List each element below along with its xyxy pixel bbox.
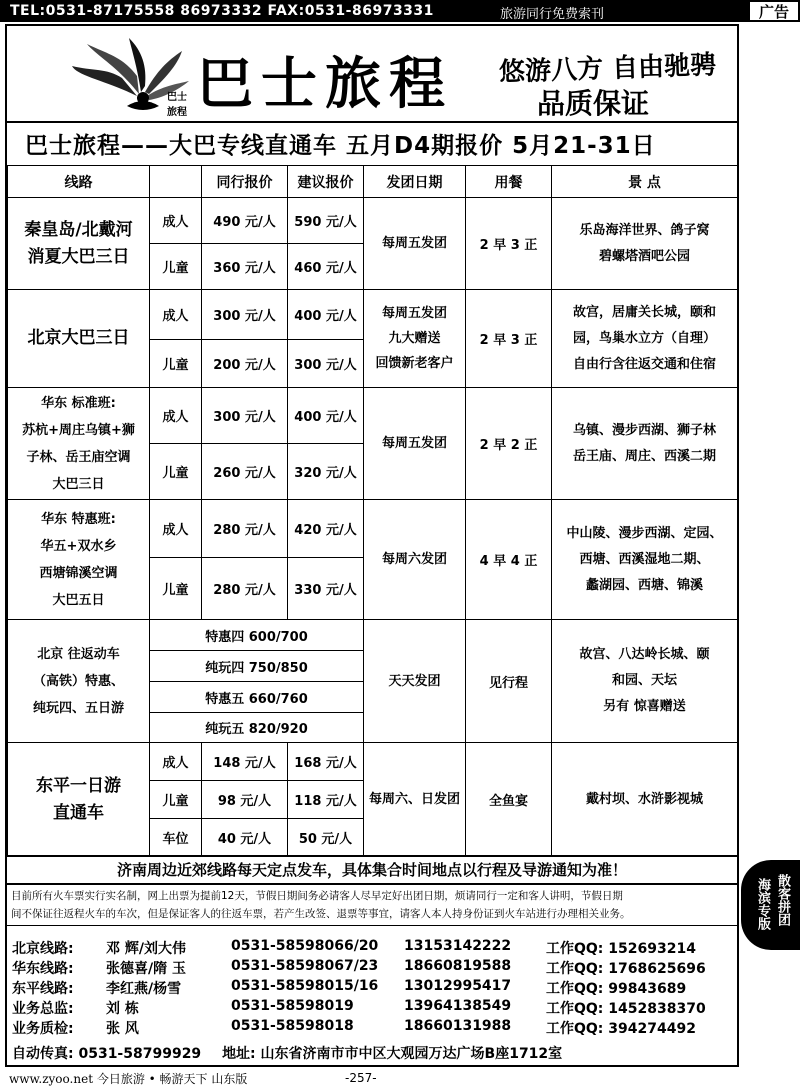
contact-name: 张德喜/隋 玉 [106, 961, 186, 977]
table-row [8, 620, 738, 651]
side-tab [741, 860, 800, 950]
peer-price: 360 元/人 [202, 244, 288, 290]
suggest-price: 420 元/人 [288, 500, 364, 558]
contact-row [12, 998, 737, 1018]
contact-row [12, 938, 737, 958]
contact-name: 李红燕/杨雪 [106, 981, 182, 997]
passenger-type: 成人 [150, 198, 202, 244]
route-name: 北京 往返动车 （高铁）特惠、 纯玩四、五日游 [8, 620, 150, 743]
package-price: 纯玩四 750/850 [150, 651, 364, 682]
suggest-price: 400 元/人 [288, 388, 364, 444]
contact-role: 东平线路: [12, 981, 74, 997]
free-catalog-label: 旅游同行免费索刊 [500, 7, 605, 22]
departure: 每周五发团 [364, 198, 466, 290]
footer [5, 1069, 739, 1087]
peer-price: 40 元/人 [202, 819, 288, 857]
peer-price: 300 元/人 [202, 388, 288, 444]
package-price: 纯玩五 820/920 [150, 713, 364, 743]
passenger-type: 儿童 [150, 558, 202, 620]
side-tab-line1: 散客拼团 [775, 874, 790, 926]
suggest-price: 168 元/人 [288, 743, 364, 781]
meal: 2 早 2 正 [466, 388, 552, 500]
table-row [8, 743, 738, 781]
table-row [8, 388, 738, 444]
peer-price: 200 元/人 [202, 340, 288, 388]
price-subtitle: 巴士旅程——大巴专线直通车 五月D4期报价 5月21-31日 [7, 121, 737, 163]
meal: 2 早 3 正 [466, 198, 552, 290]
contact-name: 邓 辉/刘大伟 [106, 941, 186, 957]
departure: 每周五发团 [364, 388, 466, 500]
table-row [8, 500, 738, 558]
contact-qq: 工作QQ: 152693214 [546, 941, 696, 957]
passenger-type: 成人 [150, 743, 202, 781]
meal: 4 早 4 正 [466, 500, 552, 620]
table-row [8, 290, 738, 340]
contact-row [12, 958, 737, 978]
peer-price: 260 元/人 [202, 444, 288, 500]
package-price: 特惠四 600/700 [150, 620, 364, 651]
peer-price: 280 元/人 [202, 500, 288, 558]
meal: 见行程 [466, 620, 552, 743]
contact-phone: 0531-58598015/16 [231, 978, 379, 994]
logo-text: 巴士旅程 [167, 92, 187, 118]
col-sights: 景 点 [552, 166, 738, 198]
sights: 乐岛海洋世界、鸽子窝 碧螺塔酒吧公园 [552, 198, 738, 290]
route-name: 华东 标准班: 苏杭+周庄乌镇+狮 子林、岳王庙空调 大巴三日 [8, 388, 150, 500]
contact-name: 张 风 [106, 1021, 139, 1037]
suggest-price: 118 元/人 [288, 781, 364, 819]
contact-phone: 0531-58598066/20 [231, 938, 379, 954]
sights: 戴村坝、水浒影视城 [552, 743, 738, 857]
passenger-type: 儿童 [150, 340, 202, 388]
passenger-type: 儿童 [150, 444, 202, 500]
passenger-type: 成人 [150, 290, 202, 340]
slogan-line2: 品质保证 [537, 87, 650, 120]
brand-title: 巴士旅程 [197, 52, 453, 117]
contact-row [12, 978, 737, 998]
office-address: 地址: 山东省济南市市中区大观园万达广场B座1712室 [222, 1046, 563, 1062]
page-number: -257- [345, 1071, 377, 1085]
passenger-type: 儿童 [150, 244, 202, 290]
route-name: 秦皇岛/北戴河 消夏大巴三日 [8, 198, 150, 290]
table-row [8, 198, 738, 244]
col-suggest-price: 建议报价 [288, 166, 364, 198]
contact-mobile: 13012995417 [404, 978, 512, 994]
contact-row [12, 1018, 737, 1038]
suggest-price: 330 元/人 [288, 558, 364, 620]
contact-qq: 工作QQ: 1768625696 [546, 961, 706, 977]
suggest-price: 400 元/人 [288, 290, 364, 340]
fax-address-line [12, 1043, 578, 1063]
suggest-price: 50 元/人 [288, 819, 364, 857]
meal: 2 早 3 正 [466, 290, 552, 388]
fax-number: 自动传真: 0531-58799929 [12, 1046, 202, 1062]
contact-mobile: 13964138549 [404, 998, 512, 1014]
passenger-type: 成人 [150, 388, 202, 444]
passenger-type: 儿童 [150, 781, 202, 819]
suggest-price: 590 元/人 [288, 198, 364, 244]
contact-qq: 工作QQ: 394274492 [546, 1021, 696, 1037]
route-name: 北京大巴三日 [8, 290, 150, 388]
package-price: 特惠五 660/760 [150, 682, 364, 713]
peer-price: 280 元/人 [202, 558, 288, 620]
route-name: 华东 特惠班: 华五+双水乡 西塘锦溪空调 大巴五日 [8, 500, 150, 620]
sights: 故宫、八达岭长城、颐 和园、天坛 另有 惊喜赠送 [552, 620, 738, 743]
table-header-row [8, 166, 738, 198]
departure-notice: 济南周边近郊线路每天定点发车，具体集合时间地点以行程及导游通知为准！ [7, 855, 737, 885]
peer-price: 300 元/人 [202, 290, 288, 340]
suggest-price: 300 元/人 [288, 340, 364, 388]
sights: 中山陵、漫步西湖、定园、 西塘、西溪湿地二期、 蠡湖园、西塘、锦溪 [552, 500, 738, 620]
contact-role: 北京线路: [12, 941, 74, 957]
departure: 每周五发团 九大赠送 回馈新老客户 [364, 290, 466, 388]
top-bar [0, 0, 800, 22]
contact-mobile: 13153142222 [404, 938, 512, 954]
contact-phone: 0531-58598067/23 [231, 958, 379, 974]
contact-phone: 0531-58598018 [231, 1018, 354, 1034]
meal: 全鱼宴 [466, 743, 552, 857]
header [7, 26, 737, 121]
departure: 天天发团 [364, 620, 466, 743]
suggest-price: 320 元/人 [288, 444, 364, 500]
contact-qq: 工作QQ: 99843689 [546, 981, 687, 997]
fine-print: 目前所有火车票实行实名制，网上出票为提前12天，节假日期间务必请客人尽早定好出团日期，烦请同行一定和客人讲明，节假日期 间不保证往返程火车的车次，但是保证客人的往返车票，若产生改签、退票等事宜，请客人本人持身份证到火车站进行办理相关业务。 [7, 887, 737, 926]
contact-qq: 工作QQ: 1452838370 [546, 1001, 706, 1017]
price-table [7, 165, 738, 857]
sights: 故宫，居庸关长城，颐和 园，鸟巢水立方（自理） 自由行含往返交通和住宿 [552, 290, 738, 388]
col-route: 线路 [8, 166, 150, 198]
contact-phone: 0531-58598019 [231, 998, 354, 1014]
contact-role: 业务质检: [12, 1021, 74, 1037]
peer-price: 490 元/人 [202, 198, 288, 244]
sights: 乌镇、漫步西湖、狮子林 岳王庙、周庄、西溪二期 [552, 388, 738, 500]
passenger-type: 成人 [150, 500, 202, 558]
col-peer-price: 同行报价 [202, 166, 288, 198]
col-meal: 用餐 [466, 166, 552, 198]
company-logo [67, 36, 192, 116]
contact-mobile: 18660819588 [404, 958, 512, 974]
side-tab-line2: 海滨专版 [755, 878, 770, 930]
route-name: 东平一日游 直通车 [8, 743, 150, 857]
peer-price: 98 元/人 [202, 781, 288, 819]
contact-name: 刘 栋 [106, 1001, 139, 1017]
contact-mobile: 18660131988 [404, 1018, 512, 1034]
col-type [150, 166, 202, 198]
top-contact: TEL:0531-87175558 86973332 FAX:0531-86973331 [10, 3, 434, 19]
passenger-type: 车位 [150, 819, 202, 857]
suggest-price: 460 元/人 [288, 244, 364, 290]
departure: 每周六、日发团 [364, 743, 466, 857]
ad-label: 广告 [748, 0, 800, 22]
contact-list [12, 938, 737, 1038]
contact-role: 业务总监: [12, 1001, 74, 1017]
col-departure: 发团日期 [364, 166, 466, 198]
departure: 每周六发团 [364, 500, 466, 620]
peer-price: 148 元/人 [202, 743, 288, 781]
contact-role: 华东线路: [12, 961, 74, 977]
footer-site: www.zyoo.net 今日旅游 • 畅游天下 山东版 [9, 1071, 248, 1086]
slogan-line1: 悠游八方 自由驰骋 [498, 50, 717, 88]
